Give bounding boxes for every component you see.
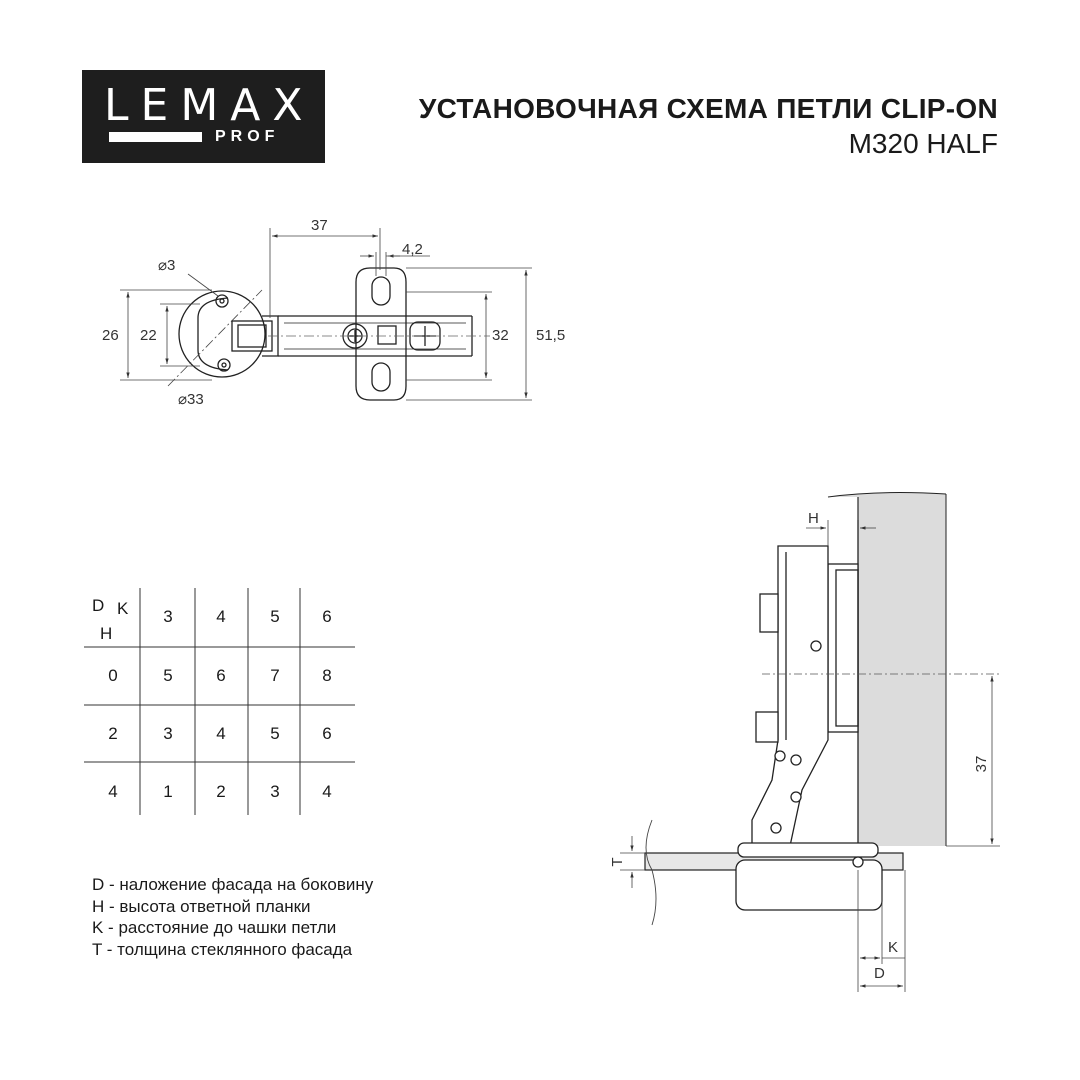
dim-37-side: 37 xyxy=(973,755,990,773)
hinge-arm-side xyxy=(752,546,828,846)
dim-51-5: 51,5 xyxy=(536,327,566,344)
page-title: УСТАНОВОЧНАЯ СХЕМА ПЕТЛИ CLIP-ON xyxy=(418,93,998,124)
legend-item: K - расстояние до чашки петли xyxy=(92,918,337,937)
square-hole xyxy=(378,326,396,344)
screw-hole-top xyxy=(216,295,228,307)
label-d: D xyxy=(874,965,885,982)
table-cell: 5 xyxy=(270,724,280,743)
table-cell: 5 xyxy=(163,666,173,685)
dim-22: 22 xyxy=(140,327,157,344)
table-cell: 6 xyxy=(322,724,332,743)
table-cell: 7 xyxy=(270,666,280,685)
model-name: M320 HALF xyxy=(848,128,998,159)
logo-subtitle: PROF xyxy=(215,128,280,145)
table-header-cell: 4 xyxy=(216,607,226,626)
table-cell: 2 xyxy=(216,782,226,801)
dim-diameter-33: ⌀33 xyxy=(178,391,204,408)
top-view-dimensions xyxy=(120,228,532,400)
table-cell: 4 xyxy=(322,782,332,801)
table-row-h: 2 xyxy=(108,724,118,743)
table-row-h: 4 xyxy=(108,782,118,801)
table-header-cell: 6 xyxy=(322,607,332,626)
legend-item: D - наложение фасада на боковину xyxy=(92,875,374,894)
label-h: H xyxy=(808,510,819,527)
table-cell: 6 xyxy=(216,666,226,685)
table-row-h: 0 xyxy=(108,666,118,685)
table-cell: 1 xyxy=(163,782,173,801)
table-cell: 8 xyxy=(322,666,332,685)
table-cell: 4 xyxy=(216,724,226,743)
plate-slot-top xyxy=(372,277,390,305)
plate-slot-bottom xyxy=(372,363,390,391)
hinge-cup-side xyxy=(736,860,882,910)
table-header-cell: 3 xyxy=(163,607,173,626)
dim-32: 32 xyxy=(492,327,509,344)
label-k: K xyxy=(888,939,899,956)
label-t: T xyxy=(609,857,626,867)
hinge-cup-flange xyxy=(738,843,878,857)
dim-26: 26 xyxy=(102,327,119,344)
table-corner-d: D xyxy=(92,596,105,615)
table-cell: 3 xyxy=(270,782,280,801)
legend xyxy=(92,874,373,960)
dim-37-top: 37 xyxy=(311,217,328,234)
table-cell: 3 xyxy=(163,724,173,743)
legend-item: T - толщина стеклянного фасада xyxy=(92,939,353,959)
legend-item: H - высота ответной планки xyxy=(92,896,311,916)
logo-wordmark: LEMAX xyxy=(104,80,315,131)
hinge-side-view xyxy=(645,493,1000,925)
adjust-screw-side xyxy=(760,594,778,632)
mounting-plate xyxy=(356,268,406,400)
table-corner-h: H xyxy=(100,624,113,643)
cam-screw-side xyxy=(756,712,778,742)
dim-diameter-3: ⌀3 xyxy=(158,257,176,274)
dim-4-2: 4,2 xyxy=(402,241,423,258)
table-corner-k: K xyxy=(117,599,129,618)
mounting-plate-side xyxy=(828,564,858,732)
table-header-cell: 5 xyxy=(270,607,280,626)
